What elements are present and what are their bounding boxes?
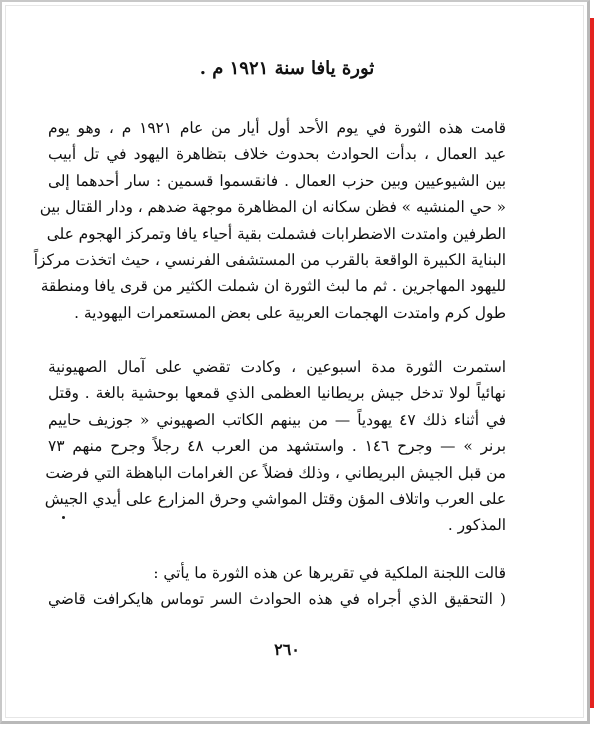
text-line: استمرت الثورة مدة اسبوعين ، وكادت تقضي على آمال الصهيونية xyxy=(48,358,506,376)
text-line: بين الشيوعيين وبين حزب العمال . فانقسموا قسمين : سار أحدهما إلى xyxy=(48,171,506,190)
text-line: الطرفين وامتدت الاضطرابات فشملت بقية أحياء يافا وتمركز الهجوم على xyxy=(46,224,506,243)
text-line: قامت هذه الثورة في يوم الأحد أول أيار من عام ١٩٢١ م ، وهو يوم xyxy=(48,119,506,137)
text-line: ( التحقيق الذي أجراه في هذه الحوادث السر توماس هايكرافت قاضي xyxy=(48,590,506,609)
text-line: على العرب واتلاف المؤن وقتل المواشي وحرق المزارع على أيدي الجيش xyxy=(44,490,506,509)
text-line: البناية الكبيرة الواقعة بالقرب من المستشفى الفرنسي ، حيث اتخذت مركزاً xyxy=(33,251,506,270)
page-number: ٢٦٠ xyxy=(274,640,300,659)
scan-speck xyxy=(62,516,65,519)
text-line: طول كرم وامتدت الهجمات العربية على بعض المستعمرات اليهودية . xyxy=(74,303,506,322)
page-title: ثورة يافا سنة ١٩٢١ م . xyxy=(199,58,375,79)
text-line: نهائياً لولا تدخل جيش بريطانيا العظمى الذي قمعها بوحشية بالغة . وقتل xyxy=(48,384,506,403)
text-line: في أثناء ذلك ٤٧ يهودياً — من بينهم الكاتب الصهيوني « جوزيف حاييم xyxy=(48,410,506,429)
text-line: عيد العمال ، بدأت الحوادث بحدوث خلاف بتظاهرة اليهود في تل أبيب xyxy=(48,145,506,164)
text-line: قالت اللجنة الملكية في تقريرها عن هذه الثورة ما يأتي : xyxy=(153,564,506,582)
text-line: « حي المنشيه » فظن سكانه ان المظاهرة موجهة ضدهم ، ودار القتال بين xyxy=(39,198,506,217)
paragraph-1 xyxy=(33,115,526,326)
paragraph-3 xyxy=(48,560,526,613)
red-margin-marker xyxy=(590,18,594,708)
text-line: لليهود المهاجرين . ثم ما لبث الثورة ان شملت الكثير من قرى يافا ومنطقة xyxy=(40,277,506,296)
paragraph-2 xyxy=(44,354,526,539)
text-line: المذكور . xyxy=(447,516,506,535)
text-line: من قبل الجيش البريطاني ، وذلك فضلاً عن الغرامات الباهظة التي فرضت xyxy=(45,463,506,482)
text-line: برنر » — وجرح ١٤٦ . واستشهد من العرب ٤٨ رجلاً وجرح منهم ٧٣ xyxy=(48,437,506,456)
